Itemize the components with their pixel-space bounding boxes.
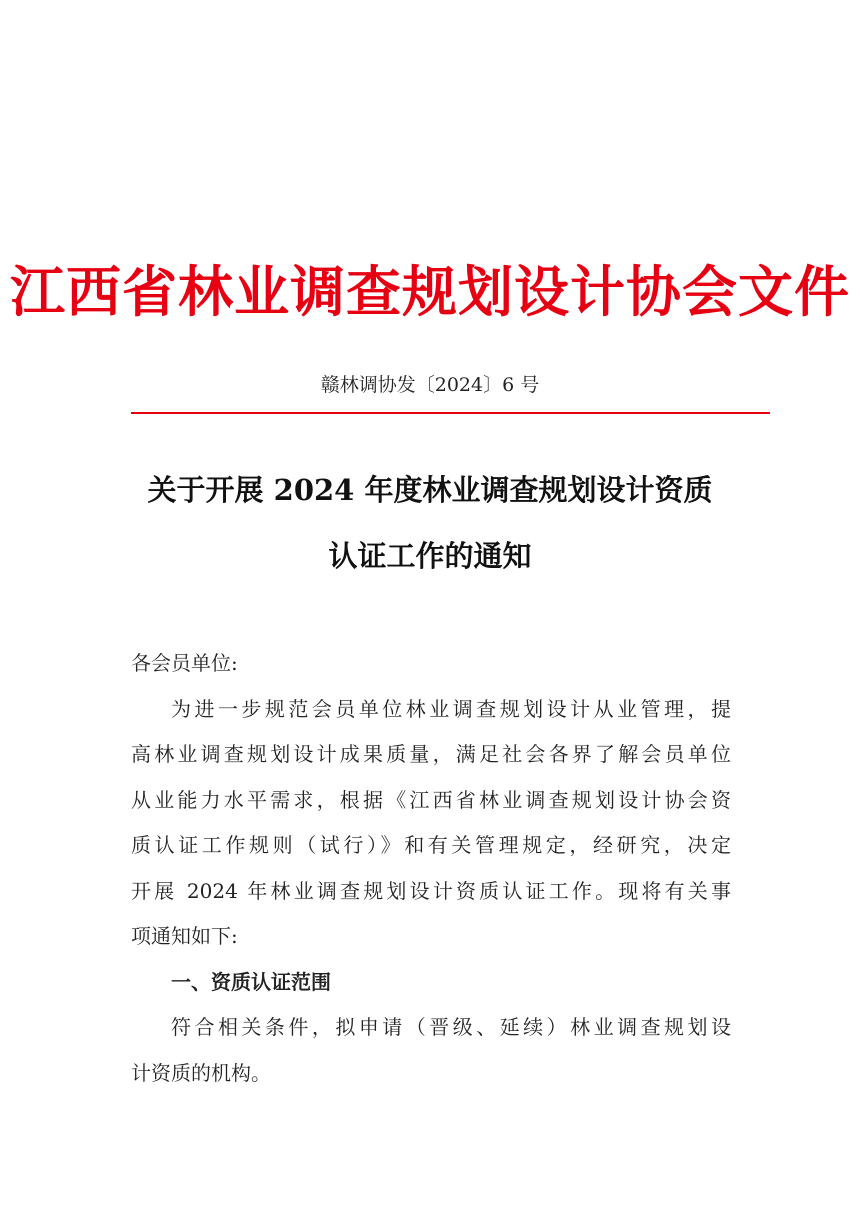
document-title <box>0 457 860 589</box>
paragraph-1-line: 为进一步规范会员单位林业调查规划设计从业管理，提 <box>171 696 731 721</box>
section-1-heading: 一、资质认证范围 <box>171 969 331 994</box>
section-1-paragraph <box>131 1005 731 1096</box>
paragraph-1-line: 项通知如下: <box>131 924 238 948</box>
salutation: 各会员单位: <box>131 651 238 675</box>
red-separator-line <box>131 412 770 414</box>
document-title-line-1: 关于开展 2024 年度林业调查规划设计资质 <box>147 473 713 507</box>
paragraph-1-line: 从业能力水平需求，根据《江西省林业调查规划设计协会资 <box>131 787 731 812</box>
paragraph-1-line: 质认证工作规则（试行）》和有关管理规定，经研究，决定 <box>131 833 731 857</box>
paragraph-1-line: 高林业调查规划设计成果质量，满足社会各界了解会员单位 <box>131 742 731 766</box>
paragraph-1 <box>131 687 731 960</box>
document-title-line-2: 认证工作的通知 <box>328 539 532 573</box>
document-body <box>131 641 731 1096</box>
section-1-line: 计资质的机构。 <box>131 1060 271 1085</box>
paragraph-1-line: 开展 2024 年林业调查规划设计资质认证工作。现将有关事 <box>131 878 731 903</box>
section-1-line: 符合相关条件，拟申请（晋级、延续）林业调查规划设 <box>171 1015 731 1039</box>
issuing-organization-header: 江西省林业调查规划设计协会文件 <box>9 259 850 324</box>
document-number: 赣林调协发〔2024〕6 号 <box>320 374 540 396</box>
